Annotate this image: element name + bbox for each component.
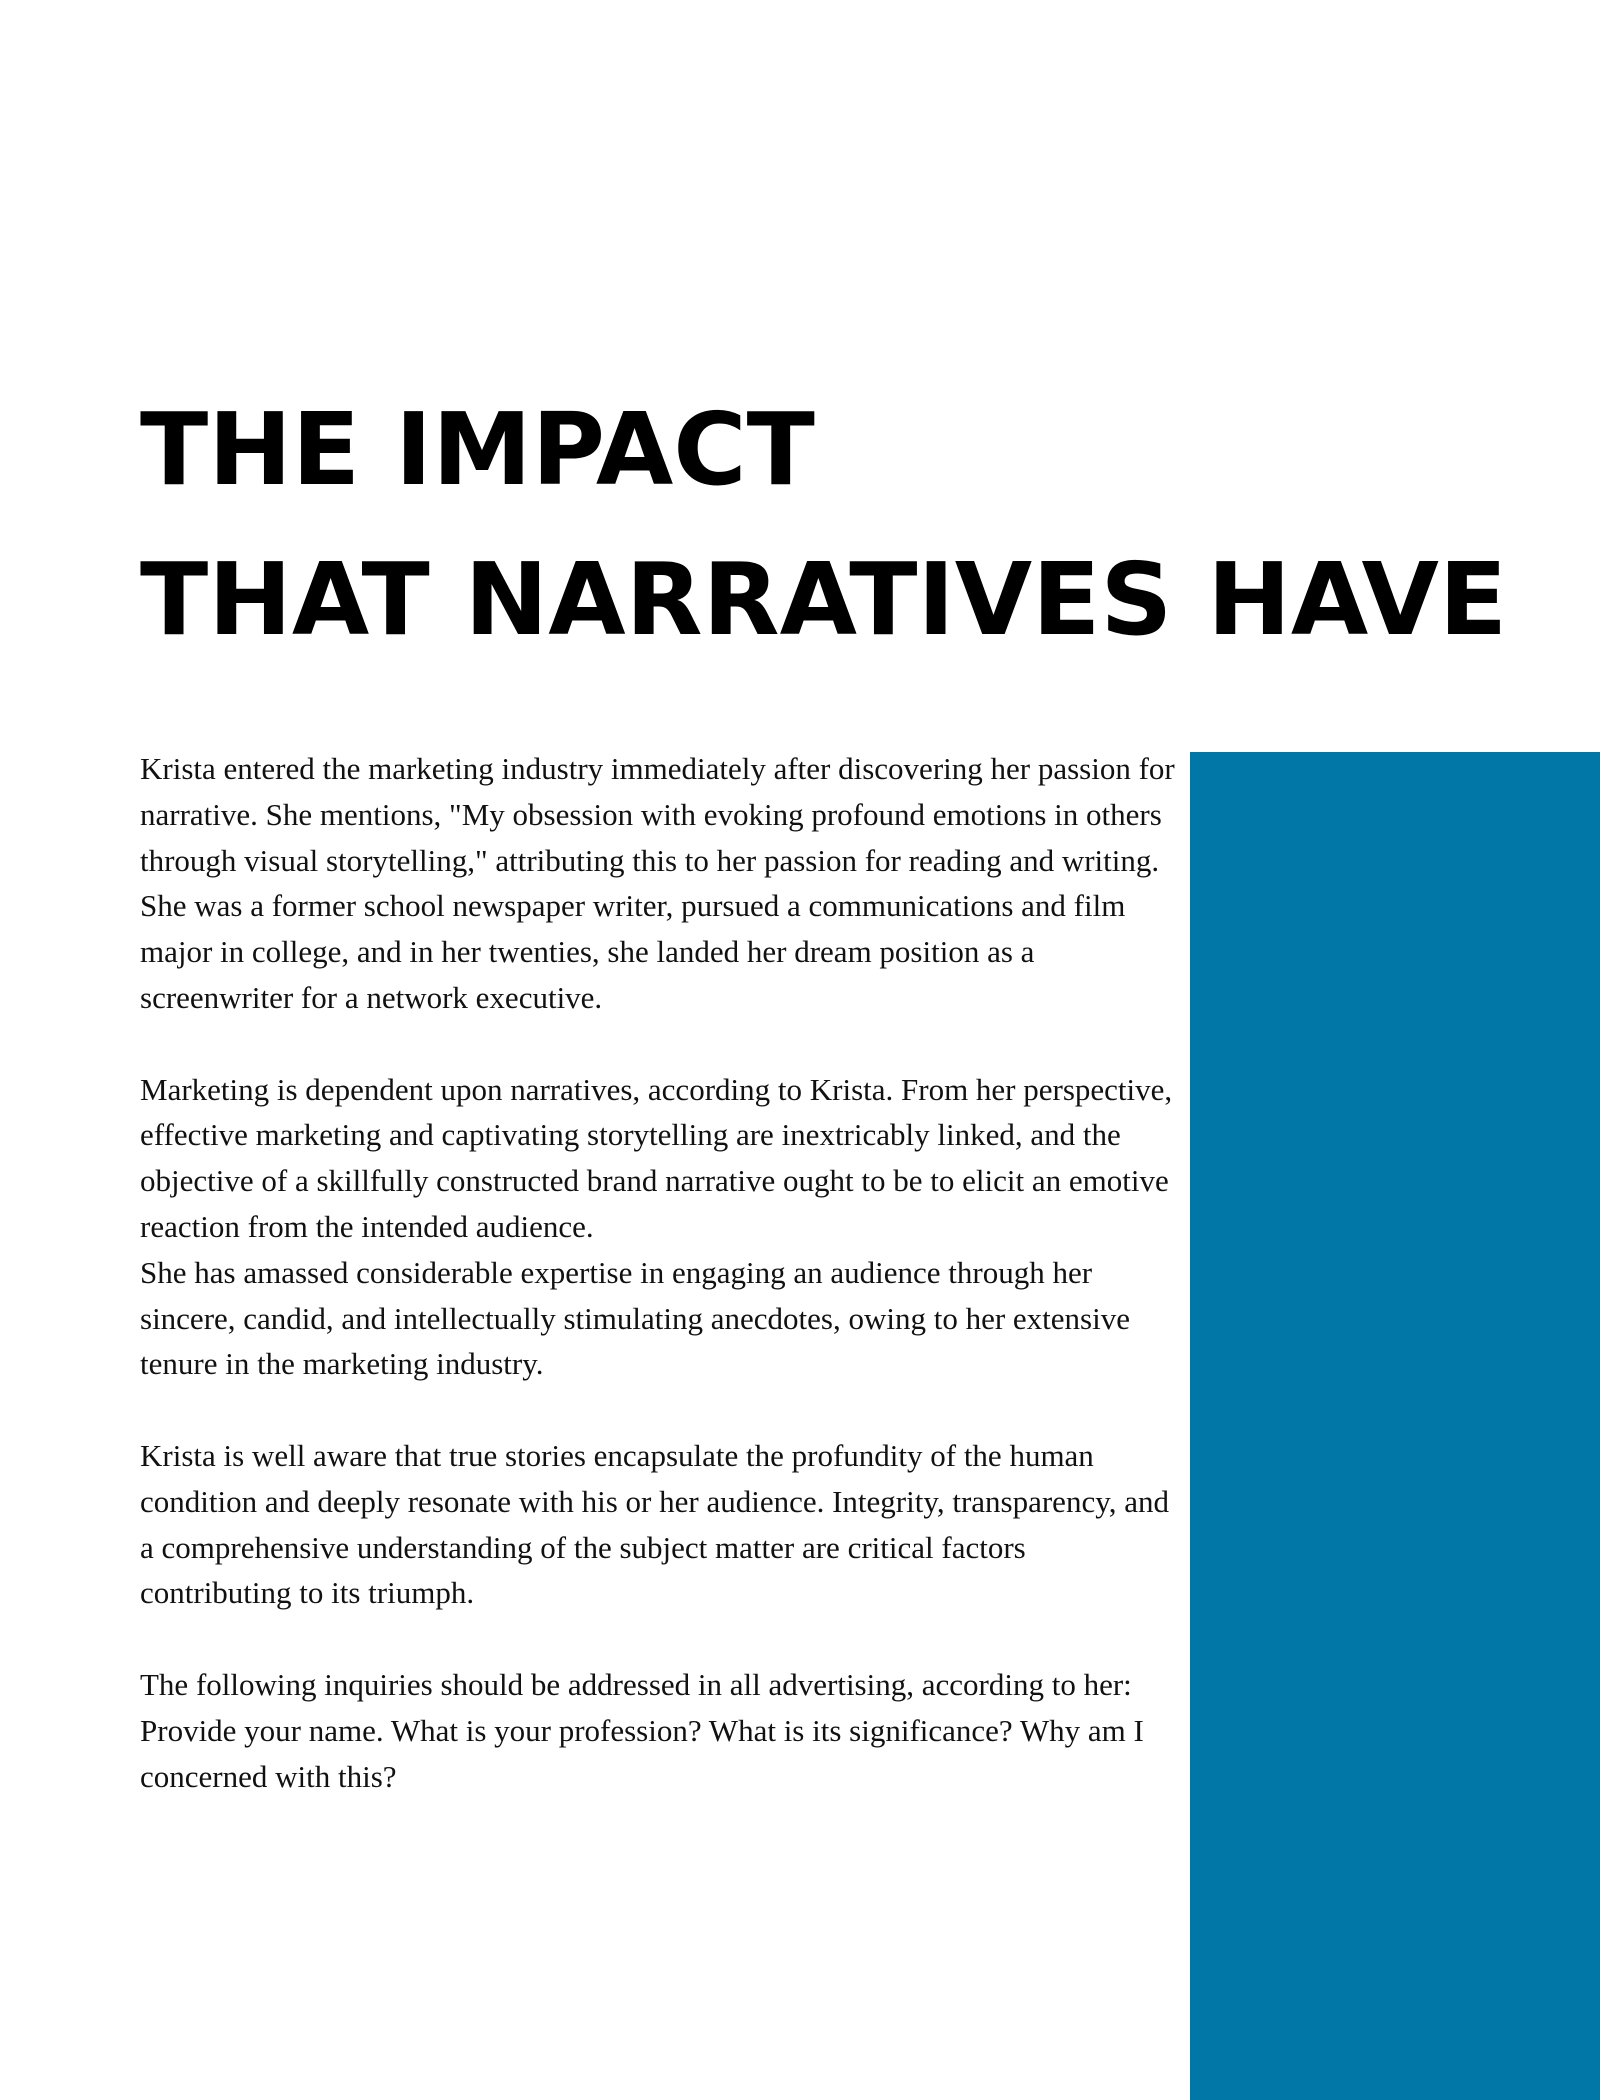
paragraph-spacer — [140, 1616, 1180, 1662]
paragraph-spacer — [140, 1021, 1180, 1067]
title-line-2: THAT NARRATIVES HAVE — [140, 541, 1508, 658]
paragraph-1: Krista entered the marketing industry immediately after discovering her passion for narrative. She mentions, "My obsession with evoking profound emotions in others through visual storytelling," attributing this to her passion for reading and writing. — [140, 751, 1175, 878]
paragraph-6: The following inquiries should be addressed in all advertising, according to her: Provide your name. What is your profession? What is its significance? Why am I concerned with this? — [140, 1666, 1144, 1794]
paragraph-3: Marketing is dependent upon narratives, according to Krista. From her perspective, effective marketing and captivating storytelling are inextricably linked, and the objective of a skillfully constructed brand narrative ought to be to elicit an emotive reaction from the intended audience. — [140, 1071, 1173, 1244]
page-title — [140, 375, 1507, 675]
paragraph-5: Krista is well aware that true stories encapsulate the profundity of the human condition and deeply resonate with his or her audience. Integrity, transparency, and a comprehensive understanding of the subject matter are critical factors contributing to its triumph. — [140, 1437, 1169, 1611]
paragraph-spacer — [140, 1387, 1180, 1433]
title-line-1: THE IMPACT — [140, 391, 815, 508]
article-body — [140, 746, 1180, 1799]
paragraph-2: She was a former school newspaper writer, pursued a communications and film major in college, and in her twenties, she landed her dream position as a screenwriter for a network executive. — [140, 888, 1126, 1015]
paragraph-4: She has amassed considerable expertise in engaging an audience through her sincere, candid, and intellectually stimulating anecdotes, owing to her extensive tenure in the marketing industry. — [140, 1254, 1130, 1382]
accent-color-block — [1190, 752, 1600, 2100]
